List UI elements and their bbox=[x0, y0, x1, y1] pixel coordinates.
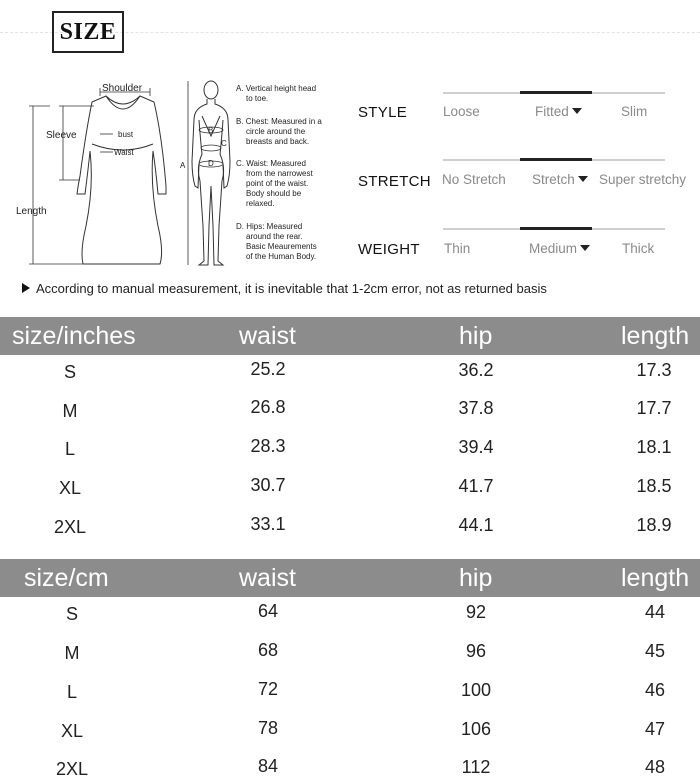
note-c-line: Body should be bbox=[246, 189, 302, 198]
hip-cell: 96 bbox=[465, 641, 487, 661]
weight-option-thin: Thin bbox=[444, 241, 471, 256]
hip-cell: 112 bbox=[461, 757, 491, 777]
selected-marker-icon bbox=[580, 245, 590, 251]
size-cell: M bbox=[64, 643, 80, 663]
measurement-note bbox=[22, 281, 547, 296]
length-cell: 18.9 bbox=[636, 515, 672, 535]
size-cell: XL bbox=[60, 721, 84, 741]
stretch-label: STRETCH bbox=[358, 173, 431, 190]
waist-cell: 26.8 bbox=[250, 397, 286, 417]
waist-cell: 33.1 bbox=[250, 514, 286, 534]
b-label: B bbox=[208, 126, 214, 135]
inches-col-length: length bbox=[621, 322, 690, 350]
style-scale-active bbox=[520, 91, 592, 94]
inches-col-size: size/inches bbox=[12, 322, 136, 350]
shoulder-label: Shoulder bbox=[102, 83, 143, 94]
a-label: A bbox=[180, 161, 186, 170]
size-cell: M bbox=[62, 401, 78, 421]
length-cell: 18.5 bbox=[636, 476, 672, 496]
cm-col-hip: hip bbox=[459, 564, 493, 592]
waist-cell: 78 bbox=[257, 718, 279, 738]
waist-cell: 25.2 bbox=[250, 359, 286, 379]
size-cell: L bbox=[64, 439, 76, 459]
style-option-loose: Loose bbox=[443, 104, 480, 119]
waist-cell: 30.7 bbox=[250, 475, 286, 495]
stretch-scale-active bbox=[520, 158, 592, 161]
length-cell: 18.1 bbox=[636, 437, 672, 457]
length-cell: 47 bbox=[644, 719, 666, 739]
waist-label: Waist bbox=[114, 148, 134, 157]
dress-figure bbox=[77, 96, 166, 264]
body-figure bbox=[192, 81, 230, 265]
stretch-option-stretch-label: Stretch bbox=[532, 172, 575, 187]
inches-col-hip: hip bbox=[459, 322, 493, 350]
sleeve-label: Sleeve bbox=[46, 130, 77, 141]
note-d-line: D. Hips: Measured bbox=[236, 222, 303, 231]
length-cell: 44 bbox=[644, 602, 666, 622]
hip-cell: 100 bbox=[460, 680, 492, 700]
style-option-fitted bbox=[535, 104, 582, 119]
size-cell: S bbox=[63, 362, 77, 382]
weight-option-medium-label: Medium bbox=[529, 241, 578, 256]
weight-option-medium bbox=[529, 241, 590, 256]
hip-cell: 41.7 bbox=[458, 476, 494, 496]
selected-marker-icon bbox=[578, 176, 588, 182]
waist-cell: 72 bbox=[257, 679, 279, 699]
waist-cell: 28.3 bbox=[250, 436, 286, 456]
waist-cell: 68 bbox=[257, 640, 279, 660]
length-cell: 17.7 bbox=[636, 398, 672, 418]
measurement-notes bbox=[236, 84, 322, 261]
length-cell: 45 bbox=[644, 641, 666, 661]
inches-table-header bbox=[0, 317, 700, 355]
waist-cell: 84 bbox=[257, 756, 279, 776]
stretch-option-stretch bbox=[532, 172, 588, 187]
size-title-text: SIZE bbox=[59, 18, 117, 45]
length-cell: 17.3 bbox=[636, 360, 672, 380]
length-cell: 48 bbox=[644, 757, 666, 777]
style-option-slim: Slim bbox=[621, 104, 648, 119]
hip-cell: 39.4 bbox=[458, 437, 494, 457]
hip-cell: 36.2 bbox=[458, 360, 494, 380]
cm-col-length: length bbox=[621, 564, 690, 592]
size-title bbox=[52, 11, 124, 53]
note-c-line: point of the waist. bbox=[246, 179, 309, 188]
cm-col-size: size/cm bbox=[24, 564, 109, 592]
cm-col-waist: waist bbox=[239, 564, 296, 592]
hip-cell: 106 bbox=[460, 719, 492, 739]
inches-col-waist: waist bbox=[239, 322, 296, 350]
note-a-line: to toe. bbox=[246, 94, 269, 103]
weight-option-thick: Thick bbox=[622, 241, 655, 256]
note-d-line: Basic Meaurements bbox=[246, 242, 317, 251]
weight-scale-active bbox=[520, 227, 592, 230]
note-d-line: of the Human Body. bbox=[246, 252, 317, 261]
size-cell: S bbox=[65, 604, 79, 624]
note-c-line: from the narrowest bbox=[246, 169, 313, 178]
measurement-diagram bbox=[8, 76, 343, 272]
bust-label: bust bbox=[118, 130, 134, 139]
size-cell: 2XL bbox=[53, 517, 87, 537]
measurement-note-text: According to manual measurement, it is inevitable that 1-2cm error, not as returned basis bbox=[36, 281, 547, 296]
hip-cell: 44.1 bbox=[458, 515, 494, 535]
note-c-line: relaxed. bbox=[246, 199, 275, 208]
weight-label: WEIGHT bbox=[358, 241, 420, 258]
length-cell: 46 bbox=[644, 680, 666, 700]
size-cell: XL bbox=[58, 478, 82, 498]
size-cell: 2XL bbox=[55, 759, 89, 779]
style-option-fitted-label: Fitted bbox=[535, 104, 569, 119]
style-label: STYLE bbox=[358, 104, 408, 121]
size-cell: L bbox=[66, 682, 78, 702]
cm-table-header bbox=[0, 559, 700, 597]
stretch-option-no-stretch: No Stretch bbox=[442, 172, 506, 187]
c-label: C bbox=[221, 139, 227, 148]
hip-cell: 37.8 bbox=[458, 398, 494, 418]
note-a-line: A. Vertical height head bbox=[236, 84, 317, 93]
note-b-line: B. Chest: Measured in a bbox=[236, 117, 322, 126]
note-b-line: breasts and back. bbox=[246, 137, 310, 146]
hip-cell: 92 bbox=[465, 602, 487, 622]
waist-cell: 64 bbox=[257, 601, 279, 621]
note-d-line: around the rear. bbox=[246, 232, 303, 241]
play-arrow-icon bbox=[22, 283, 30, 293]
selected-marker-icon bbox=[572, 108, 582, 114]
stretch-option-super-stretchy: Super stretchy bbox=[599, 172, 687, 187]
note-b-line: circle around the bbox=[246, 127, 306, 136]
length-label: Length bbox=[16, 206, 47, 217]
note-c-line: C. Waist: Measured bbox=[236, 159, 306, 168]
d-label: D bbox=[208, 159, 214, 168]
